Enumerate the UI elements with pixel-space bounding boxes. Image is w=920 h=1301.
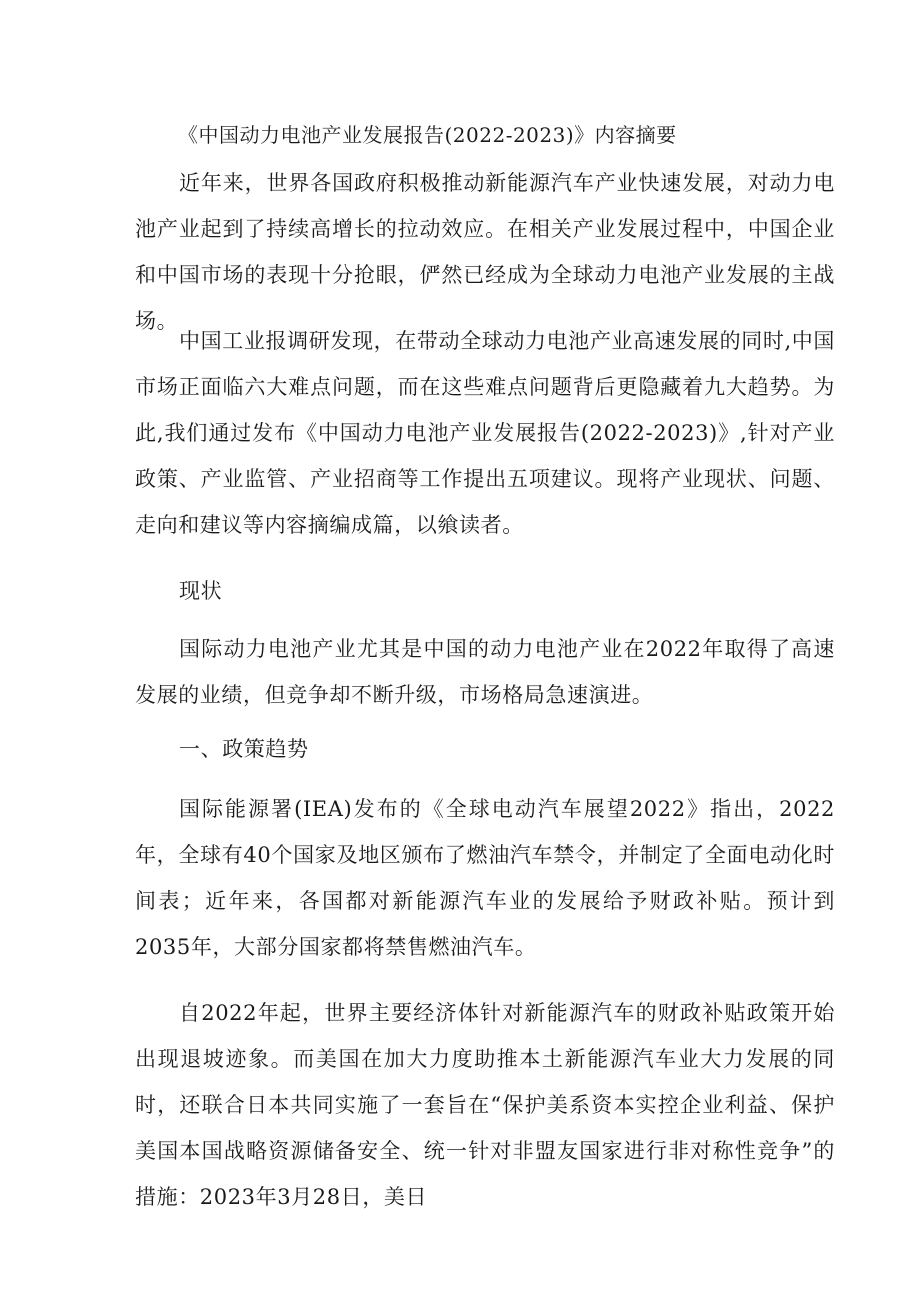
section-heading-status: 现状: [179, 579, 223, 603]
paragraph-iea: 国际能源署(IEA)发布的《全球电动汽车展望2022》指出，2022年，全球有40个国家及地区颁布了燃油汽车禁令，并制定了全面电动化时间表；近年来，各国都对新能源汽车业的发展给予财政补贴。预计到2035年，大部分国家都将禁售燃油汽车。: [135, 797, 835, 959]
paragraph-intro: 近年来，世界各国政府积极推动新能源汽车产业快速发展，对动力电池产业起到了持续高增长的拉动效应。在相关产业发展过程中，中国企业和中国市场的表现十分抢眼，俨然已经成为全球动力电池产业发展的主战场。: [135, 171, 835, 333]
paragraph-research: 中国工业报调研发现，在带动全球动力电池产业高速发展的同时,中国市场正面临六大难点问题，而在这些难点问题背后更隐藏着九大趋势。为此,我们通过发布《中国动力电池产业发展报告(2022-2023)》,针对产业政策、产业监管、产业招商等工作提出五项建议。现将产业现状、问题、走向和建议等内容摘编成篇，以飨读者。: [135, 329, 835, 537]
paragraph-subsidy: 自2022年起，世界主要经济体针对新能源汽车的财政补贴政策开始出现退坡迹象。而美国在加大力度助推本土新能源汽车业大力发展的同时，还联合日本共同实施了一套旨在“保护美系资本实控企业利益、保护美国本国战略资源储备安全、统一针对非盟友国家进行非对称性竞争”的措施：2023年3月28日，美日: [135, 1001, 835, 1209]
section-heading-policy-trend: 一、政策趋势: [179, 737, 309, 761]
document-title: 《中国动力电池产业发展报告(2022-2023)》内容摘要: [178, 123, 677, 147]
paragraph-status: 国际动力电池产业尤其是中国的动力电池产业在2022年取得了高速发展的业绩，但竞争却不断升级，市场格局急速演进。: [135, 637, 835, 707]
